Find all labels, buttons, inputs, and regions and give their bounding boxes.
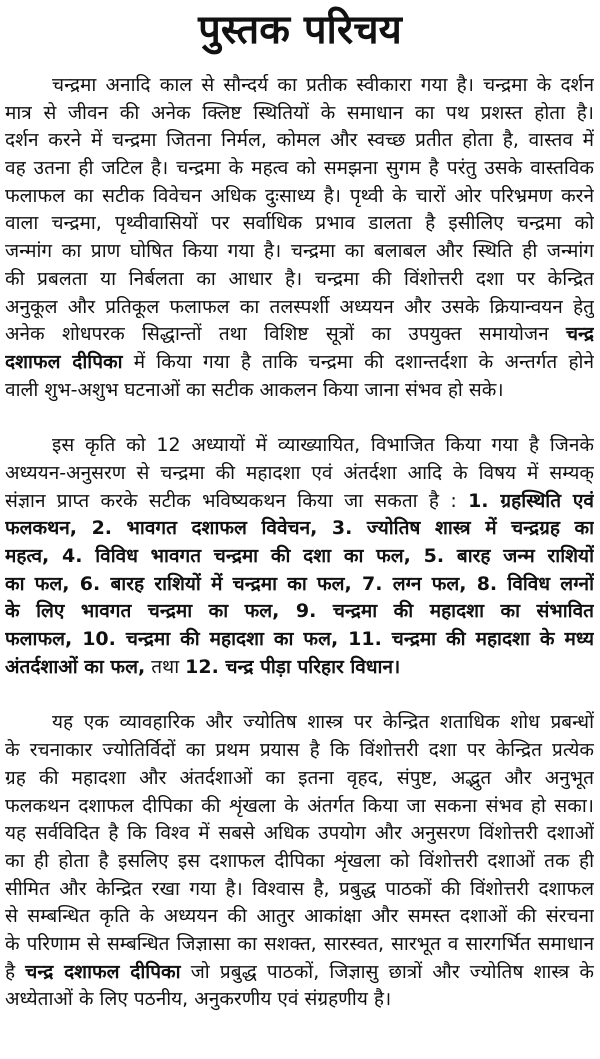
text-segment: जन्मांग का प्राण घोषित किया गया है। चन्द्रमा का बलाबल और स्थिति ही जन्मांग <box>5 240 594 263</box>
text-line <box>5 848 594 876</box>
paragraph <box>5 432 594 681</box>
text-line <box>5 959 594 987</box>
bold-text: के लिए भावगत चन्द्रमा का फल, 9. चन्द्रमा की महादशा का संभावित <box>5 600 594 623</box>
text-segment: दर्शन करने में चन्द्रमा जितना निर्मल, कोमल और स्वच्छ प्रतीत होता है, वास्तव में <box>5 129 594 152</box>
text-segment: फलाफल का सटीक विवेचन अधिक दुःसाध्य है। पृथ्वी के चारों ओर परिभ्रमण करने <box>5 184 594 207</box>
text-segment: फलकथन दशाफल दीपिका की शृंखला के अंतर्गत किया जा सकना संभव हो सका। <box>5 794 594 817</box>
text-line <box>5 377 594 405</box>
paragraph <box>5 72 594 404</box>
text-segment: का ही होता है इसलिए इस दशाफल दीपिका शृंखला को विंशोत्तरी दशाओं तक ही <box>5 849 594 872</box>
bold-text: चन्द्र दशाफल दीपिका <box>25 960 181 983</box>
text-line <box>5 876 594 904</box>
bold-text: 12. चन्द्र पीड़ा परिहार विधान। <box>185 655 401 678</box>
text-segment: चन्द्रमा अनादि काल से सौन्दर्य का प्रतीक स्वीकारा गया है। चन्द्रमा के दर्शन <box>52 74 594 96</box>
text-segment: तथा <box>145 655 186 678</box>
bold-text: चन्द्र <box>565 323 594 346</box>
text-line <box>5 709 594 737</box>
bold-text: फलकथन, 2. भावगत दशाफल विवेचन, 3. ज्योतिष शास्त्र में चन्द्रग्रह का <box>5 517 594 540</box>
text-segment: के रचनाकार ज्योतिर्विदों का प्रथम प्रयास है कि विंशोत्तरी दशा पर केन्द्रित प्रत्येक <box>5 739 594 762</box>
text-segment: संज्ञान प्राप्त करके सटीक भविष्यकथन किया जा सकता है : <box>5 489 469 512</box>
text-line <box>5 155 594 183</box>
text-line <box>5 210 594 238</box>
text-line <box>5 543 594 571</box>
text-line <box>5 100 594 128</box>
text-segment: वह उतना ही जटिल है। चन्द्रमा के महत्व को समझना सुगम है परंतु उसके वास्तविक <box>5 157 594 180</box>
text-segment: यह एक व्यावहारिक और ज्योतिष शास्त्र पर केन्द्रित शताधिक शोध प्रबन्धों <box>52 711 594 734</box>
text-line <box>5 903 594 931</box>
bold-text: अंतर्दशाओं का फल, <box>5 655 146 678</box>
text-line <box>5 238 594 266</box>
text-line <box>5 460 594 488</box>
text-segment: ग्रह की महादशा और अंतर्दशाओं का इतना वृहद, संपुष्ट, अद्भुत और अनुभूत <box>5 766 594 789</box>
bold-text: 1. ग्रहस्थिति एवं <box>468 489 594 512</box>
text-segment: है <box>5 960 26 983</box>
text-line <box>5 127 594 155</box>
text-segment: अध्ययन-अनुसरण से चन्द्रमा की महादशा एवं अंतर्दशा आदि के विषय में सम्यक् <box>5 461 594 484</box>
bold-text: का फल, 6. बारह राशियों में चन्द्रमा का फल, 7. लग्न फल, 8. विविध लग्नों <box>5 572 594 595</box>
text-line <box>5 321 594 349</box>
text-line <box>5 432 594 460</box>
text-line <box>5 349 594 377</box>
text-segment: वाला चन्द्रमा, पृथ्वीवासियों पर सर्वाधिक प्रभाव डालता है इसीलिए चन्द्रमा को <box>5 212 594 235</box>
text-segment: सीमित और केन्द्रित रखा गया है। विश्वास है, प्रबुद्ध पाठकों की विंशोत्तरी दशाफल <box>5 877 594 900</box>
text-segment: जो प्रबुद्ध पाठकों, जिज्ञासु छात्रों और ज्योतिष शास्त्र के <box>180 960 594 983</box>
text-line <box>5 793 594 821</box>
text-line <box>5 266 594 294</box>
text-segment: मात्र से जीवन की अनेक क्लिष्ट स्थितियों के समाधान का पथ प्रशस्त होता है। <box>5 101 594 124</box>
text-segment: में किया गया है ताकि चन्द्रमा की दशान्तर्दशा के अन्तर्गत होने <box>122 350 594 373</box>
text-segment: से सम्बन्धित कृति के अध्ययन की आतुर आकांक्षा और समस्त दशाओं की संरचना <box>5 905 594 928</box>
text-segment: की प्रबलता या निर्बलता का आधार है। चन्द्रमा की विंशोत्तरी दशा पर केन्द्रित <box>5 267 594 290</box>
text-line <box>5 737 594 765</box>
paragraph <box>5 709 594 1014</box>
bold-text: दशाफल दीपिका <box>5 350 123 373</box>
text-segment: यह सर्वविदित है कि विश्व में सबसे अधिक उपयोग और अनुसरण विंशोत्तरी दशाओं <box>5 822 594 845</box>
text-line <box>5 571 594 599</box>
text-line <box>5 515 594 543</box>
text-line <box>5 765 594 793</box>
bold-text: महत्व, 4. विविध भावगत चन्द्रमा की दशा का फल, 5. बारह जन्म राशियों <box>5 545 594 567</box>
text-line <box>5 488 594 516</box>
text-line <box>5 72 594 100</box>
text-line <box>5 654 594 682</box>
page-title: पुस्तक परिचय <box>198 7 402 53</box>
text-line <box>5 986 594 1014</box>
text-line <box>5 626 594 654</box>
text-line <box>5 820 594 848</box>
text-segment: के परिणाम से सम्बन्धित जिज्ञासा का सशक्त, सारस्वत, सारभूत व सारगर्भित समाधान <box>5 932 594 955</box>
text-segment: अनुकूल और प्रतिकूल फलाफल का तलस्पर्शी अध्ययन और उसके क्रियान्वयन हेतु <box>5 295 594 318</box>
text-line <box>5 598 594 626</box>
text-line <box>5 294 594 322</box>
text-line <box>5 183 594 211</box>
text-segment: वाली शुभ-अशुभ घटनाओं का सटीक आकलन किया जाना संभव हो सके। <box>5 378 504 401</box>
document-body <box>0 72 600 1014</box>
text-line <box>5 931 594 959</box>
text-segment: इस कृति को 12 अध्यायों में व्याख्यायित, विभाजित किया गया है जिनके <box>52 434 594 457</box>
text-segment: अनेक शोधपरक सिद्धान्तों तथा विशिष्ट सूत्रों का उपयुक्त समायोजन <box>5 323 566 346</box>
bold-text: फलाफल, 10. चन्द्रमा की महादशा का फल, 11. चन्द्रमा की महादशा के मध्य <box>5 628 594 651</box>
text-segment: अध्येताओं के लिए पठनीय, अनुकरणीय एवं संग्रहणीय है। <box>5 988 392 1011</box>
